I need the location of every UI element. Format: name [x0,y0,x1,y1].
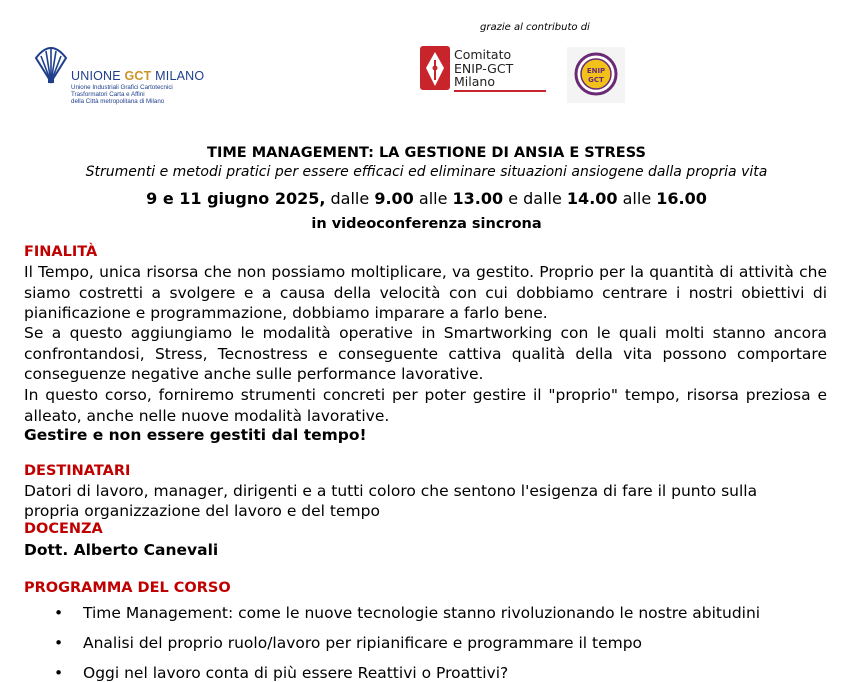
course-dates: 9 e 11 giugno 2025, dalle 9.00 alle 13.00 e dalle 14.00 alle 16.00 [146,189,707,208]
destinatari-line-1: Datori di lavoro, manager, dirigenti e a tutti coloro che sentono l'esigenza di fare il punto sulla [24,482,758,500]
finalita-heading: FINALITÀ [24,244,98,260]
contributor-note: grazie al contributo di [480,22,590,33]
teacher-name: Dott. Alberto Canevali [24,541,219,559]
shell-icon [33,44,69,84]
finalita-paragraph-2: Se a questo aggiungiamo le modalità operative in Smartworking con le quali molti stanno ancora confrontandosi, Stress, Tecnostress e conseguente cattiva qualità della vita possono comportare conseguenze negative anche sulle performance lavorative. [24,324,827,383]
comitato-underline [454,90,546,92]
programma-heading: PROGRAMMA DEL CORSO [24,580,231,596]
pen-nib-icon [420,46,450,90]
course-mode: in videoconferenza sincrona [311,216,542,232]
destinatari-line-2: propria organizzazione del lavoro e del tempo [24,502,380,520]
logo-name: UNIONE GCT MILANO [71,69,205,83]
bullet-icon: • [54,634,64,652]
logo-subtitle: Unione Industriali Grafici Cartotecnici Trasformatori Carta e Affini della Città metropolitana di Milano [71,84,173,106]
program-item: Analisi del proprio ruolo/lavoro per ripianificare e programmare il tempo [83,634,643,652]
finalita-paragraph-1: Il Tempo, unica risorsa che non possiamo moltiplicare, va gestito. Proprio per la quantità di attività che siamo costretti a svolgere e a causa della velocità con cui dobbiamo centrare i nostri obiettivi di pianificazione e programmazione, dobbiamo imparare a farlo bene. [24,263,827,322]
svg-text:GCT: GCT [588,76,604,84]
svg-text:ENIP: ENIP [586,67,606,75]
enip-gct-badge [567,47,625,103]
course-subtitle: Strumenti e metodi pratici per essere efficaci ed eliminare situazioni ansiogene dalla propria vita [85,164,768,180]
program-item: Time Management: come le nuove tecnologie stanno rivoluzionando le nostre abitudini [83,604,761,622]
bullet-icon: • [54,664,64,682]
comitato-name: Comitato ENIP-GCT Milano [454,47,514,89]
bullet-icon: • [54,604,64,622]
unione-gct-logo [33,42,233,112]
comitato-logo [420,46,548,94]
course-title: TIME MANAGEMENT: LA GESTIONE DI ANSIA E STRESS [207,145,646,161]
destinatari-heading: DESTINATARI [24,463,131,479]
finalita-paragraph-3: In questo corso, forniremo strumenti concreti per poter gestire il "proprio" tempo, risorsa preziosa e alleato, anche nelle nuove modalità lavorative. [24,386,827,425]
docenza-heading: DOCENZA [24,521,103,537]
program-item: Oggi nel lavoro conta di più essere Reattivi o Proattivi? [83,664,509,682]
finalita-motto: Gestire e non essere gestiti dal tempo! [24,426,367,444]
